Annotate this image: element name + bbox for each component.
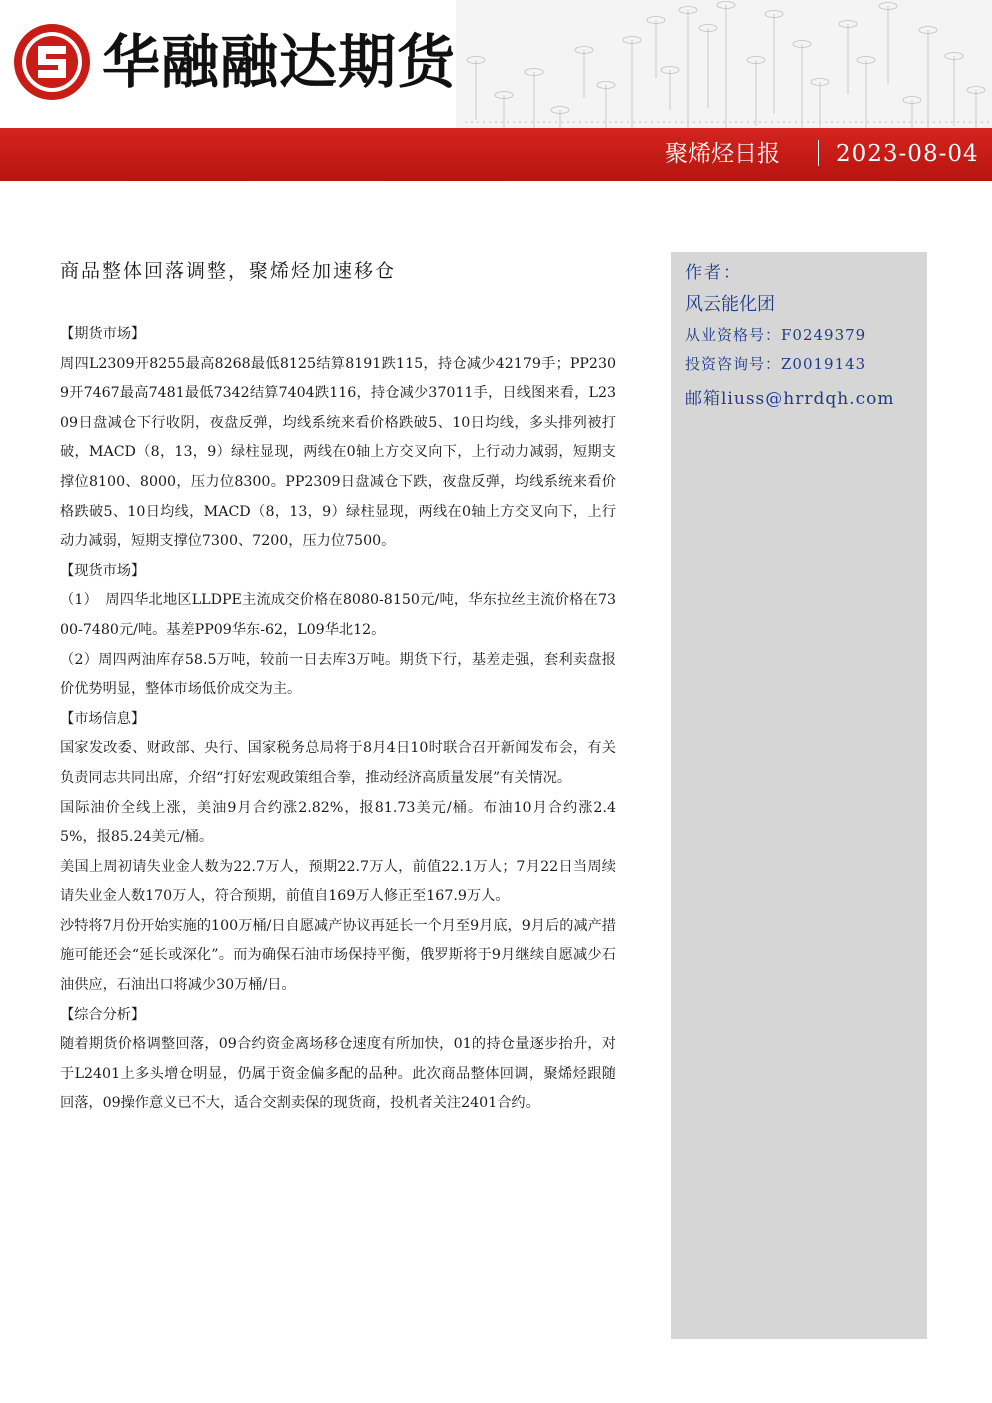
headline: 商品整体回落调整，聚烯烃加速移仓	[60, 260, 397, 282]
logo-emblem-icon	[12, 22, 92, 102]
title-separator	[818, 140, 819, 166]
section-spot	[60, 557, 616, 705]
decorative-pattern	[456, 0, 992, 128]
author-label: 作者：	[685, 263, 742, 283]
author-name: 风云能化团	[685, 294, 775, 315]
paragraph: 美国上周初请失业金人数为22.7万人，预期22.7万人，前值22.1万人；7月22日当周续请失业金人数170万人，符合预期，前值自169万人修正至167.9万人。	[60, 858, 616, 905]
section-market-info	[60, 705, 616, 1001]
paragraph: （1） 周四华北地区LLDPE主流成交价格在8080-8150元/吨，华东拉丝主流价格在7300-7480元/吨。基差PP09华东-62，L09华北12。	[60, 592, 616, 638]
section-title: 【现货市场】	[60, 562, 146, 579]
investment-consulting-number: 投资咨询号：Z0019143	[685, 355, 867, 373]
paragraph: 国际油价全线上涨，美油9月合约涨2.82%，报81.73美元/桶。布油10月合约涨2.45%，报85.24美元/桶。	[60, 799, 616, 846]
qualification-number: 从业资格号：F0249379	[685, 326, 867, 344]
paragraph: 周四L2309开8255最高8268最低8125结算8191跌115，持仓减少42179手；PP2309开7467最高7481最低7342结算7404跌116，持仓减少37011手，日线图来看，L2309日盘减仓下行收阴，夜盘反弹，均线系统来看价格跌破5、10日均线，多头排列被打破，MACD（8，13，9）绿柱显现，两线在0轴上方交叉向下，上行动力减弱，短期支撑位8100、8000，压力位8300。PP2309日盘减仓下跌，夜盘反弹，均线系统来看价格跌破5、10日均线，MACD（8，13，9）绿柱显现，两线在0轴上方交叉向下，上行动力减弱，短期支撑位7300、7200，压力位7500。	[60, 355, 616, 550]
section-title: 【综合分析】	[60, 1006, 146, 1023]
section-futures	[60, 320, 616, 557]
report-date: 2023-08-04	[836, 141, 979, 167]
report-title: 聚烯烃日报	[665, 141, 780, 167]
paragraph: 国家发改委、财政部、央行、国家税务总局将于8月4日10时联合召开新闻发布会，有关负责同志共同出席，介绍“打好宏观政策组合拳，推动经济高质量发展”有关情况。	[60, 740, 616, 786]
company-logo	[12, 22, 456, 102]
report-body	[60, 320, 616, 1119]
section-analysis	[60, 1001, 616, 1119]
author-sidebar	[671, 252, 927, 1339]
author-email[interactable]: 邮箱liuss@hrrdqh.com	[685, 389, 895, 409]
paragraph: 随着期货价格调整回落，09合约资金离场移仓速度有所加快，01的持仓量逐步抬升，对于L2401上多头增仓明显，仍属于资金偏多配的品种。此次商品整体回调，聚烯烃跟随回落，09操作意义已不大，适合交割卖保的现货商，投机者关注2401合约。	[60, 1036, 616, 1112]
paragraph: 沙特将7月份开始实施的100万桶/日自愿减产协议再延长一个月至9月底，9月后的减产措施可能还会“延长或深化”。而为确保石油市场保持平衡，俄罗斯将于9月继续自愿减少石油供应，石油出口将减少30万桶/日。	[60, 917, 616, 994]
section-title: 【市场信息】	[60, 710, 146, 727]
paragraph: （2）周四两油库存58.5万吨，较前一日去库3万吨。期货下行，基差走强，套利卖盘报价优势明显，整体市场低价成交为主。	[60, 651, 616, 698]
brand-name: 华融融达期货	[102, 28, 457, 96]
section-title: 【期货市场】	[60, 326, 146, 342]
